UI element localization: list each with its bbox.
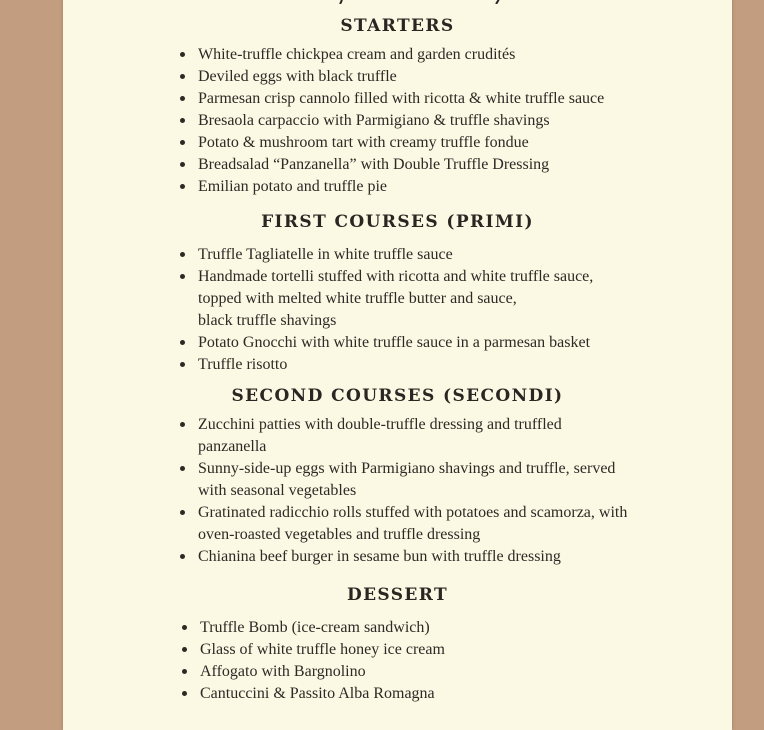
list-item: Deviled eggs with black truffle bbox=[180, 66, 604, 88]
starters-list bbox=[180, 44, 604, 198]
list-item: Potato Gnocchi with white truffle sauce in a parmesan basket bbox=[180, 332, 593, 354]
secondi-list bbox=[180, 414, 627, 568]
list-item: Bresaola carpaccio with Parmigiano & truffle shavings bbox=[180, 110, 604, 132]
list-item: Truffle risotto bbox=[180, 354, 593, 376]
list-item: Glass of white truffle honey ice cream bbox=[182, 639, 445, 661]
list-item: Parmesan crisp cannolo filled with ricotta & white truffle sauce bbox=[180, 88, 604, 110]
list-item: Truffle Tagliatelle in white truffle sauce bbox=[180, 244, 593, 266]
list-item: White-truffle chickpea cream and garden crudités bbox=[180, 44, 604, 66]
section-title-secondi: SECOND COURSES (SECONDI) bbox=[231, 386, 564, 406]
list-item: Potato & mushroom tart with creamy truffle fondue bbox=[180, 132, 604, 154]
list-item: Affogato with Bargnolino bbox=[182, 661, 445, 683]
script-title-fragment bbox=[331, 0, 511, 4]
list-item: Gratinated radicchio rolls stuffed with potatoes and scamorza, with oven-roasted vegetables and truffle dressing bbox=[180, 502, 627, 546]
list-item: Emilian potato and truffle pie bbox=[180, 176, 604, 198]
list-item: Chianina beef burger in sesame bun with truffle dressing bbox=[180, 546, 627, 568]
list-item: Truffle Bomb (ice-cream sandwich) bbox=[182, 617, 445, 639]
list-item: Zucchini patties with double-truffle dressing and truffled panzanella bbox=[180, 414, 627, 458]
list-item: Breadsalad “Panzanella” with Double Truffle Dressing bbox=[180, 154, 604, 176]
section-title-starters: STARTERS bbox=[340, 16, 455, 36]
primi-list bbox=[180, 244, 593, 376]
list-item: Handmade tortelli stuffed with ricotta and white truffle sauce, topped with melted white truffle butter and sauce, black truffle shavings bbox=[180, 266, 593, 332]
list-item: Sunny-side-up eggs with Parmigiano shavings and truffle, served with seasonal vegetables bbox=[180, 458, 627, 502]
list-item: Cantuccini & Passito Alba Romagna bbox=[182, 683, 445, 705]
section-title-primi: FIRST COURSES (PRIMI) bbox=[261, 212, 534, 232]
dessert-list bbox=[182, 617, 445, 705]
section-title-dessert: DESSERT bbox=[346, 585, 449, 605]
